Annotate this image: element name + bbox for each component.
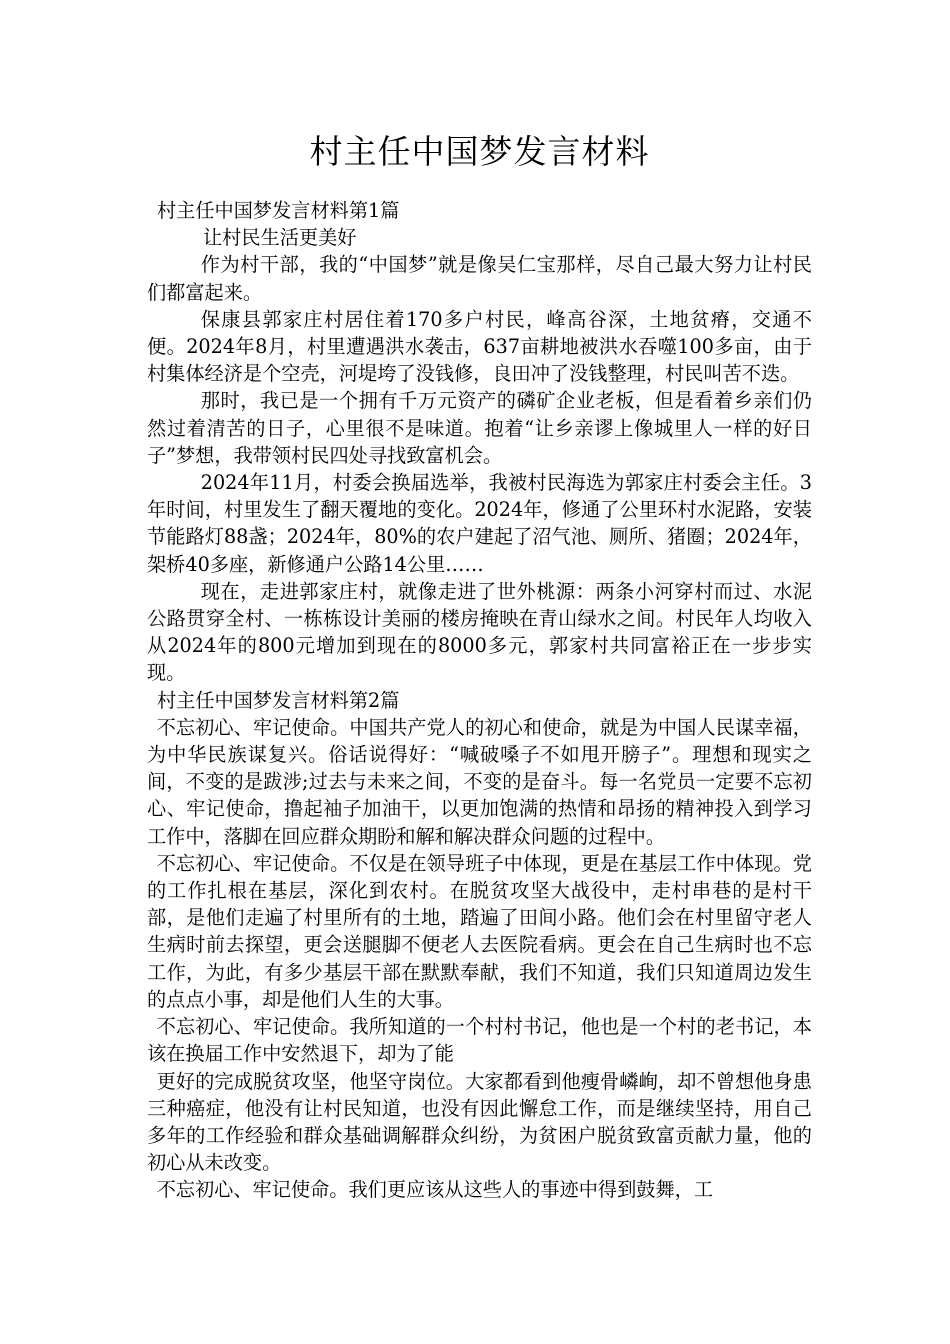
section-1-subheading: 让村民生活更美好 <box>203 226 357 250</box>
document-body <box>147 197 812 1204</box>
section-1-heading: 村主任中国梦发言材料第1篇 <box>157 199 400 222</box>
paragraph: 那时，我已是一个拥有千万元资产的磷矿企业老板，但是看着乡亲们仍然过着清苦的日子，心里很不是味道。抱着“让乡亲谬上像城里人一样的好日子”梦想，我带领村民四处寻找致富机会。 <box>147 389 812 467</box>
paragraph: 不忘初心、牢记使命。我所知道的一个村村书记，他也是一个村的老书记，本该在换届工作中安然退下，却为了能 <box>147 1015 812 1066</box>
paragraph: 不忘初心、牢记使命。不仅是在领导班子中体现，更是在基层工作中体现。党的工作扎根在基层，深化到农村。在脱贫攻坚大战役中，走村串巷的是村干部，是他们走遍了村里所有的土地，踏遍了田间小路。他们会在村里留守老人生病时前去探望，更会送腿脚不便老人去医院看病。更会在自己生病时也不忘工作，为此，有多少基层干部在默默奉献，我们不知道，我们只知道周边发生的点点小事，却是他们人生的大事。 <box>147 851 812 1011</box>
paragraph: 不忘初心、牢记使命。中国共产党人的初心和使命，就是为中国人民谋幸福，为中华民族谋复兴。俗话说得好：“喊破嗓子不如甩开膀子”。理想和现实之间，不变的是跋涉;过去与未来之间，不变的是奋斗。每一名党员一定要不忘初心、牢记使命，撸起袖子加油干，以更加饱满的热情和昂扬的精神投入到学习工作中，落脚在回应群众期盼和解和解决群众问题的过程中。 <box>147 715 812 848</box>
section-2-heading: 村主任中国梦发言材料第2篇 <box>157 688 400 712</box>
paragraph: 作为村干部，我的“中国梦”就是像吴仁宝那样，尽自己最大努力让村民们都富起来。 <box>147 253 812 304</box>
paragraph: 不忘初心、牢记使命。我们更应该从这些人的事迹中得到鼓舞，工 <box>156 1178 714 1202</box>
document-title: 村主任中国梦发言材料 <box>309 132 650 171</box>
paragraph: 更好的完成脱贫攻坚，他坚守岗位。大家都看到他瘦骨嶙峋，却不曾想他身患三种癌症，他没有让村民知道，也没有因此懈怠工作，而是继续坚持，用自己多年的工作经验和群众基础调解群众纠纷，为贫困户脱贫致富贡献力量，他的初心从未改变。 <box>147 1069 812 1175</box>
paragraph: 现在，走进郭家庄村，就像走进了世外桃源：两条小河穿村而过、水泥公路贯穿全村、一栋栋设计美丽的楼房掩映在青山绿水之间。村民年人均收入从2024年的800元增加到现在的8000多元，郭家村共同富裕正在一步步实现。 <box>147 579 812 685</box>
paragraph: 2024年11月，村委会换届选举，我被村民海选为郭家庄村委会主任。3年时间，村里发生了翻天覆地的变化。2024年，修通了公里环村水泥路，安装节能路灯88盏；2024年，80%的农户建起了沼气池、厕所、猪圈；2024年，架桥40多座，新修通户公路14公里…… <box>147 471 812 576</box>
paragraph: 保康县郭家庄村居住着170多户村民，峰高谷深，土地贫瘠，交通不便。2024年8月，村里遭遇洪水袭击，637亩耕地被洪水吞噬100多亩，由于村集体经济是个空壳，河堤垮了没钱修，良田冲了没钱整理，村民叫苦不迭。 <box>147 307 812 386</box>
